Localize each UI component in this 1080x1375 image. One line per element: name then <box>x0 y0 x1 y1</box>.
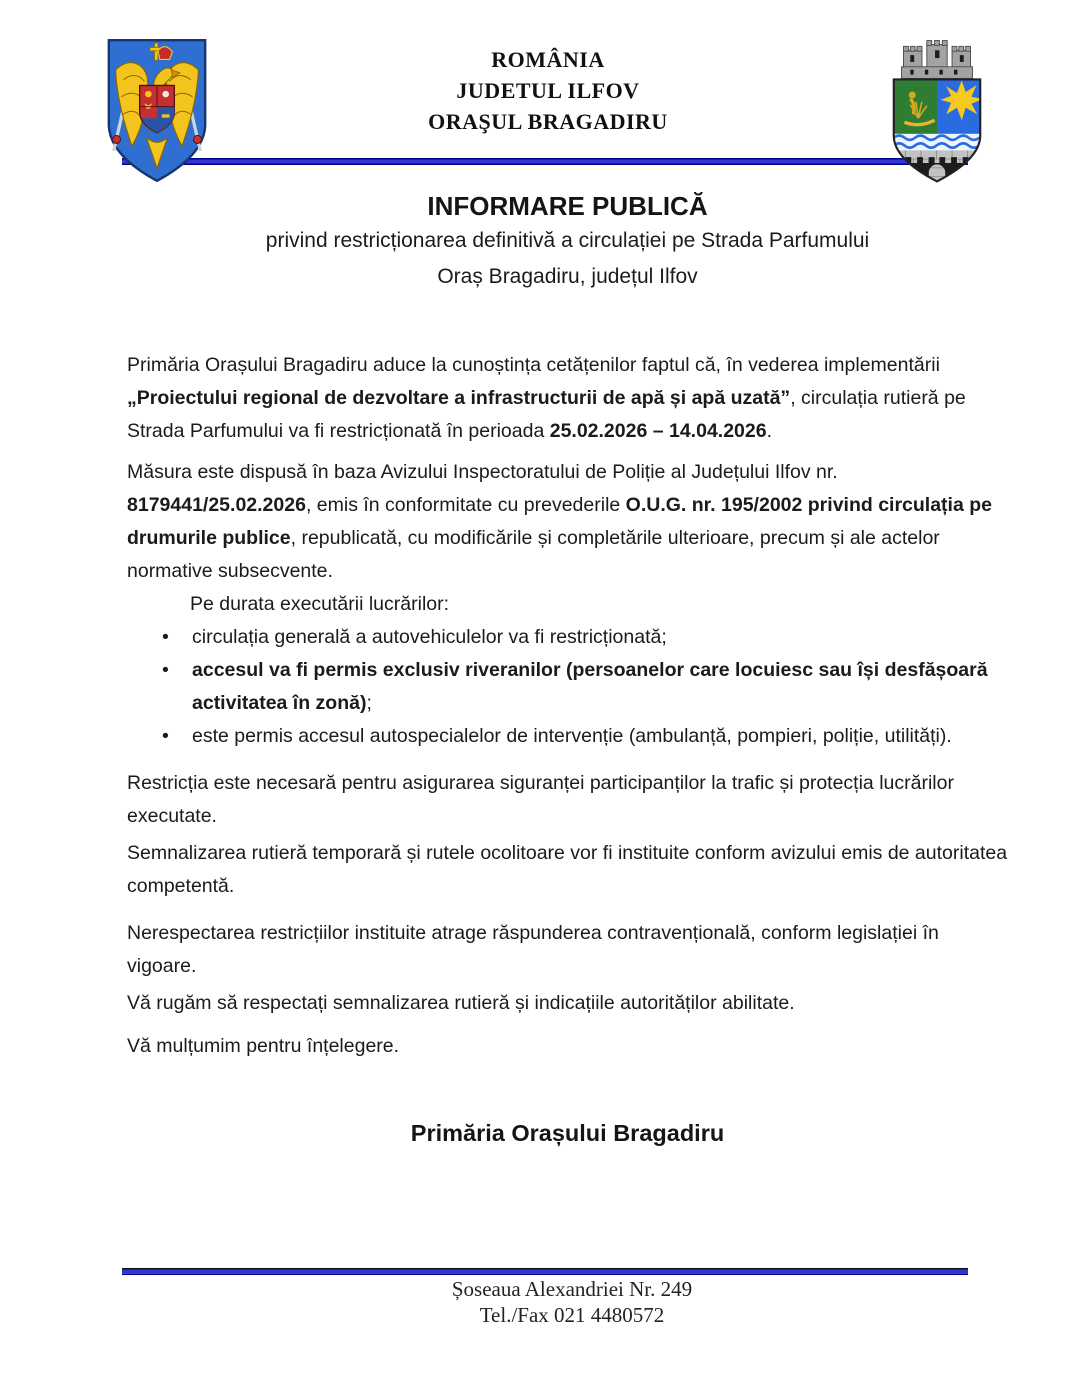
footer-divider-line <box>122 1268 968 1275</box>
footer-phone: Tel./Fax 021 4480572 <box>479 1303 665 1327</box>
list-item <box>127 720 1008 753</box>
list-item-text: circulația generală a autovehiculelor va fi restricționată; <box>192 626 667 648</box>
signature-city-hall: Primăria Orașului Bragadiru <box>410 1120 725 1146</box>
p1-run3: , circulația rutieră pe Strada Parfumului va fi restricționată în perioada <box>127 387 966 442</box>
p1-run1: Primăria Orașului Bragadiru aduce la cunoștința cetățenilor faptul că, în vederea implementării <box>127 354 940 376</box>
paragraph-thanks: Vă mulțumim pentru înțelegere. <box>127 1035 400 1057</box>
footer-address: Șoseaua Alexandriei Nr. 249 <box>451 1277 693 1301</box>
p2-approval-number: 8179441/25.02.2026 <box>127 494 306 516</box>
bragadiru-coat-of-arms <box>886 34 988 187</box>
paragraph-liability: Nerespectarea restricțiilor instituite atrage răspunderea contravențională, conform legislației în vigoare. <box>127 922 939 977</box>
document-body <box>127 349 1008 1063</box>
bullet-icon: • <box>162 626 169 648</box>
footer <box>132 1276 1012 1328</box>
p1-run5: . <box>766 420 773 442</box>
p2-run1: Măsura este dispusă în baza Avizului Inspectoratului de Poliție al Județului Ilfov nr. <box>127 461 838 483</box>
paragraph-legal-basis <box>127 456 1008 588</box>
paragraph-signage: Semnalizarea rutieră temporară și rutele ocolitoare vor fi instituite conform avizului emis de autoritatea competentă. <box>127 842 1008 897</box>
paragraph-necessity: Restricția este necesară pentru asigurarea siguranței participanților la trafic și protecția lucrărilor executate. <box>127 772 954 827</box>
romania-coat-of-arms <box>104 34 210 187</box>
page-subtitle-line2: Oraș Bragadiru, județul Ilfov <box>437 265 698 288</box>
page-subtitle-line1: privind restricționarea definitivă a circulației pe Strada Parfumului <box>265 229 870 252</box>
list-item <box>127 621 1008 654</box>
letterhead <box>0 0 1080 153</box>
p1-project-name: „Proiectului regional de dezvoltare a infrastructurii de apă și apă uzată” <box>127 387 791 409</box>
works-list-intro: Pe durata executării lucrărilor: <box>190 593 450 615</box>
header-divider-line <box>122 158 968 165</box>
city-name: ORAŞUL BRAGADIRU <box>428 109 668 134</box>
paragraph-implementation <box>127 349 1008 448</box>
list-item <box>127 654 1008 720</box>
paragraph-request: Vă rugăm să respectați semnalizarea rutieră și indicațiile autorităților abilitate. <box>127 992 795 1014</box>
bullet-icon: • <box>162 725 169 747</box>
page-title: INFORMARE PUBLICĂ <box>427 191 708 221</box>
list-item-text <box>192 654 1008 720</box>
county-name: JUDETUL ILFOV <box>456 78 640 103</box>
bullet-icon: • <box>162 659 169 681</box>
p1-restriction-period: 25.02.2026 – 14.04.2026 <box>549 420 767 442</box>
list-item-text: este permis accesul autospecialelor de intervenție (ambulanță, pompieri, poliție, utilități). <box>192 725 952 747</box>
p2-run5: , republicată, cu modificările și completările ulterioare, precum și ale actelor normative subsecvente. <box>127 527 940 582</box>
list-item2-tail: ; <box>366 692 372 714</box>
list-item2-bold: accesul va fi permis exclusiv riveranilor (persoanelor care locuiesc sau își desfășoară activitatea în zonă) <box>192 659 988 714</box>
p2-ordinance-reference: O.U.G. nr. 195/2002 privind circulația pe drumurile publice <box>127 494 992 549</box>
letterhead-titles <box>210 44 886 137</box>
p2-run3: , emis în conformitate cu prevederile <box>305 494 626 516</box>
country-name: ROMÂNIA <box>491 47 605 72</box>
